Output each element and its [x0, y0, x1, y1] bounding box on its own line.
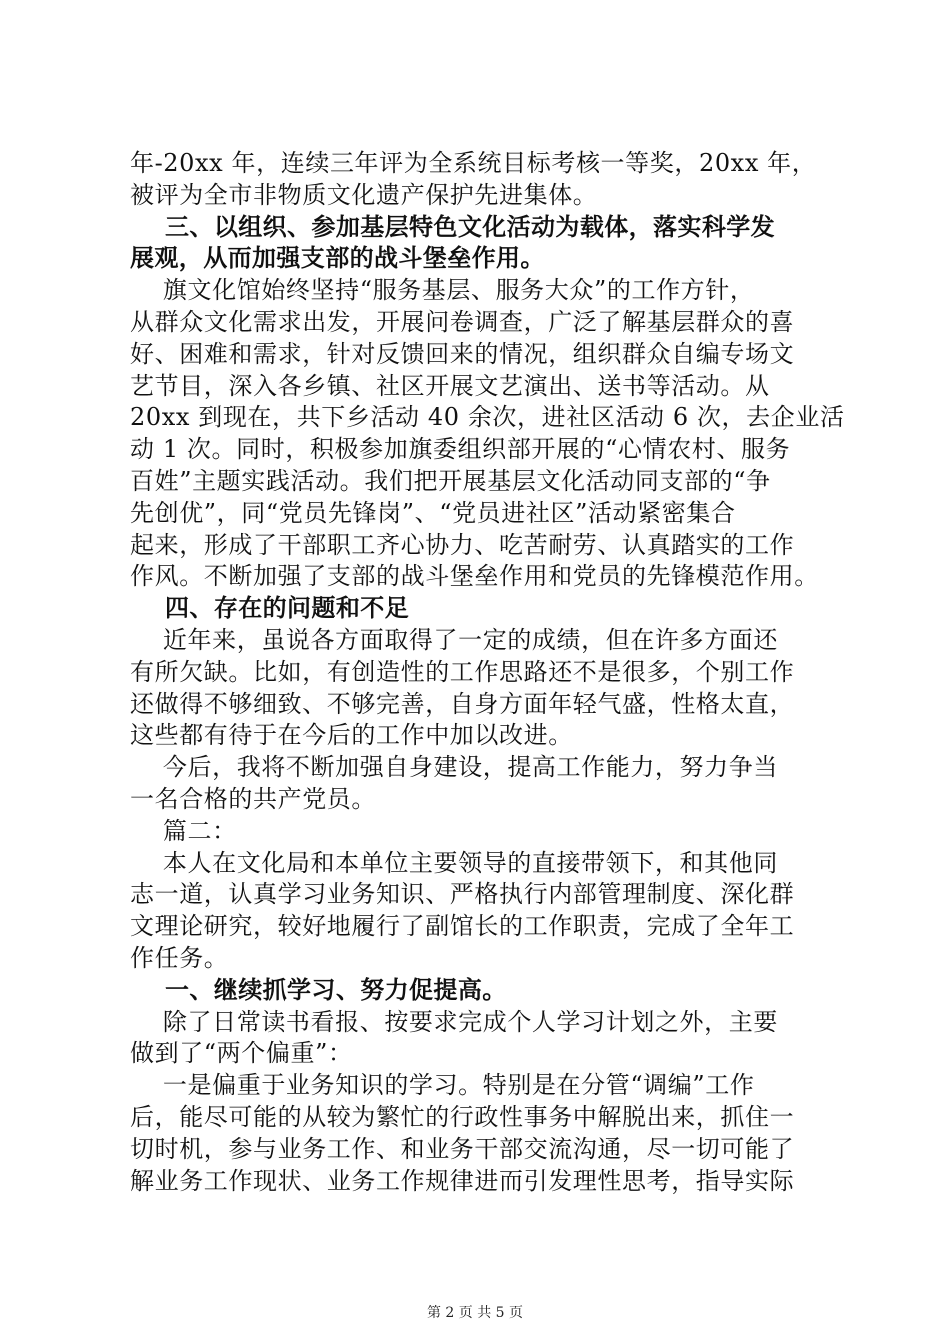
text-line: 年-20xx 年，连续三年评为全系统目标考核一等奖，20xx 年，	[130, 149, 817, 177]
text-line: 有所欠缺。比如，有创造性的工作思路还不是很多，个别工作	[130, 657, 795, 686]
text-line: 篇二：	[130, 816, 237, 845]
page-number-footer: 第 2 页 共 5 页	[426, 1305, 524, 1321]
text-line: 后，能尽可能的从较为繁忙的行政性事务中解脱出来，抓住一	[130, 1102, 795, 1131]
text-line: 一名合格的共产党员。	[130, 784, 376, 813]
text-line: 艺节目，深入各乡镇、社区开展文艺演出、送书等活动。从	[130, 371, 770, 400]
text-line: 志一道，认真学习业务知识、严格执行内部管理制度、深化群	[130, 880, 795, 909]
text-line: 做到了“两个偏重”：	[130, 1039, 353, 1068]
text-line: 百姓”主题实践活动。我们把开展基层文化活动同支部的“争	[130, 466, 771, 495]
text-line: 今后，我将不断加强自身建设，提高工作能力，努力争当	[130, 753, 778, 782]
text-line: 好、困难和需求，针对反馈回来的情况，组织群众自编专场文	[130, 339, 795, 368]
section-heading: 一、继续抓学习、努力促提高。	[130, 975, 507, 1004]
section-heading: 三、以组织、参加基层特色文化活动为载体，落实科学发	[130, 212, 776, 241]
text-line: 旗文化馆始终坚持“服务基层、服务大众”的工作方针，	[130, 276, 755, 305]
text-line: 先创优”，同“党员先锋岗”、“党员进社区”活动紧密集合	[130, 498, 736, 527]
text-line: 作风。不断加强了支部的战斗堡垒作用和党员的先锋模范作用。	[130, 562, 819, 591]
text-line: 切时机，参与业务工作、和业务干部交流沟通，尽一切可能了	[130, 1134, 795, 1163]
text-line: 从群众文化需求出发，开展问卷调查，广泛了解基层群众的喜	[130, 307, 795, 336]
text-line: 动 1 次。同时，积极参加旗委组织部开展的“心情农村、服务	[130, 435, 791, 464]
text-line: 除了日常读书看报、按要求完成个人学习计划之外，主要	[130, 1007, 778, 1036]
text-line: 本人在文化局和本单位主要领导的直接带领下，和其他同	[130, 848, 778, 877]
text-line: 近年来，虽说各方面取得了一定的成绩，但在许多方面还	[130, 625, 778, 654]
text-line: 解业务工作现状、业务工作规律进而引发理性思考，指导实际	[130, 1166, 795, 1195]
text-line: 文理论研究，较好地履行了副馆长的工作职责，完成了全年工	[130, 912, 795, 941]
section-heading: 展观，从而加强支部的战斗堡垒作用。	[130, 244, 545, 273]
text-line: 被评为全市非物质文化遗产保护先进集体。	[130, 180, 598, 209]
text-line: 这些都有待于在今后的工作中加以改进。	[130, 721, 573, 750]
text-line: 起来，形成了干部职工齐心协力、吃苦耐劳、认真踏实的工作	[130, 530, 795, 559]
text-line: 作任务。	[130, 943, 229, 972]
section-heading: 四、存在的问题和不足	[130, 594, 410, 623]
text-line: 还做得不够细致、不够完善，自身方面年轻气盛，性格太直，	[130, 689, 795, 718]
text-line: 一是偏重于业务知识的学习。特别是在分管“调编”工作	[130, 1071, 755, 1100]
text-line: 20xx 到现在，共下乡活动 40 余次，进社区活动 6 次，去企业活	[130, 403, 845, 432]
document-body	[130, 148, 845, 1197]
